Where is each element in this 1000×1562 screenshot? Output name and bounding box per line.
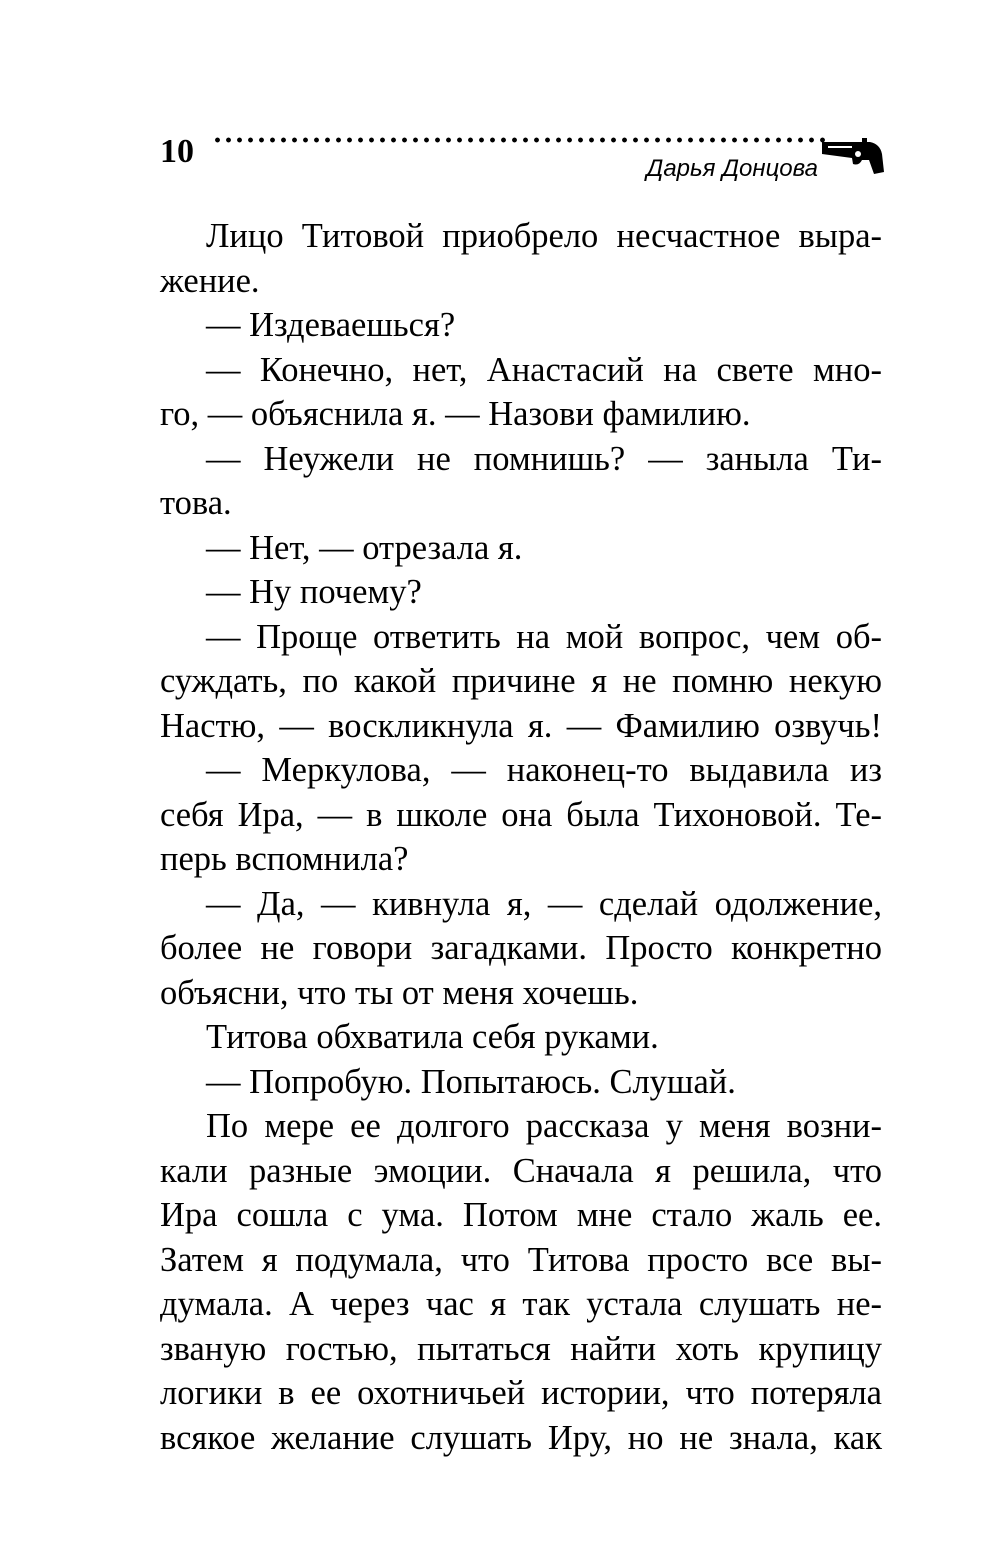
- text-line: — Проще ответить на мой вопрос, чем об-: [206, 617, 882, 656]
- text-line: всякое желание слушать Иру, но не знала, как: [160, 1418, 882, 1457]
- text-line: Ира сошла с ума. Потом мне стало жаль ее.: [160, 1196, 882, 1234]
- text-line: Затем я подумала, что Титова просто все вы-: [160, 1240, 882, 1279]
- text-line: — Меркулова, — наконец-то выдавила из: [206, 751, 882, 789]
- text-line: себя Ира, — в школе она была Тихоновой. Те-: [160, 795, 882, 834]
- text-line: — Издеваешься?: [206, 306, 456, 344]
- text-line: — Конечно, нет, Анастасий на свете мно-: [206, 350, 882, 389]
- text-line: более не говори загадками. Просто конкретно: [160, 929, 882, 967]
- text-line: логики в ее охотничьей истории, что потеряла: [160, 1374, 882, 1412]
- dotted-rule: [212, 137, 828, 143]
- text-line: Настю, — воскликнула я. — Фамилию озвучь!: [160, 706, 882, 745]
- text-line: званую гостью, пытаться найти хоть крупицу: [160, 1329, 882, 1368]
- text-line: По мере ее долгого рассказа у меня возни-: [206, 1107, 882, 1145]
- text-line: — Неужели не помнишь? — заныла Ти-: [206, 439, 882, 478]
- text-line: Лицо Титовой приобрело несчастное выра-: [206, 217, 882, 255]
- body-text: [160, 214, 882, 1460]
- text-line: — Нет, — отрезала я.: [206, 528, 523, 567]
- text-line: това.: [160, 484, 232, 522]
- running-header-author: Дарья Донцова: [646, 155, 818, 182]
- text-line: кали разные эмоции. Сначала я решила, что: [160, 1151, 882, 1190]
- text-line: объясни, что ты от меня хочешь.: [160, 973, 639, 1012]
- text-line: — Попробую. Попытаюсь. Слушай.: [206, 1062, 736, 1101]
- text-line: — Ну почему?: [206, 573, 422, 611]
- text-line: Титова обхватила себя руками.: [206, 1018, 659, 1056]
- text-line: перь вспомнила?: [160, 840, 409, 878]
- text-line: суждать, по какой причине я не помню некую: [160, 662, 882, 700]
- text-line: го, — объяснила я. — Назови фамилию.: [160, 395, 751, 433]
- text-line: — Да, — кивнула я, — сделай одолжение,: [206, 884, 882, 923]
- text-line: думала. А через час я так устала слушать не-: [160, 1285, 882, 1323]
- page-number: 10: [160, 133, 194, 170]
- text-line: жение.: [160, 261, 260, 300]
- revolver-icon: [822, 132, 884, 176]
